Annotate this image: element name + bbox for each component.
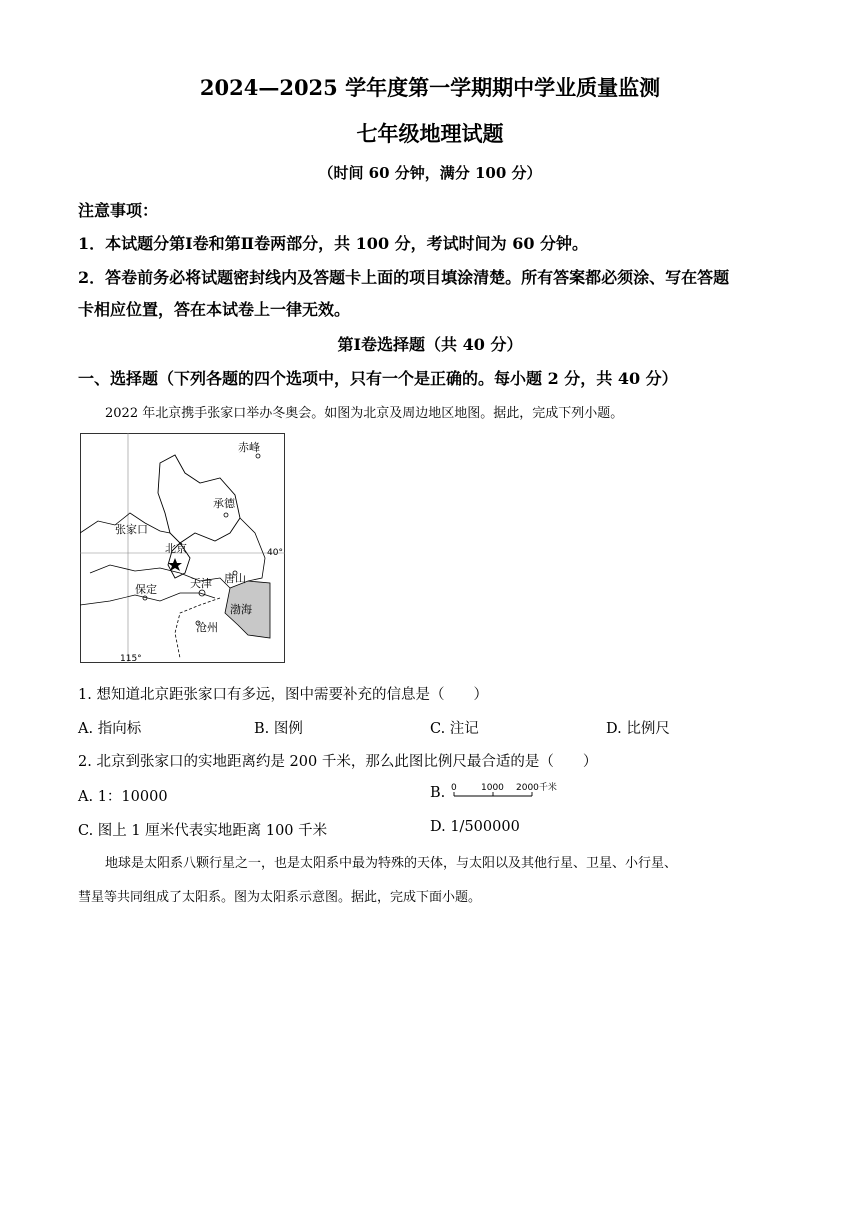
q2-stem: 2. 北京到张家口的实地距离约是 200 千米，那么此图比例尺最合适的是（ ）: [78, 754, 598, 770]
exam-title: 2024—2025 学年度第一学期期中学业质量监测: [199, 75, 661, 100]
label-chengde: 承德: [213, 497, 235, 510]
time-note: （时间 60 分钟，满分 100 分）: [318, 164, 542, 182]
label-zhangjiakou: 张家口: [115, 523, 148, 536]
q1-stem: 1. 想知道北京距张家口有多远，图中需要补充的信息是（ ）: [78, 687, 488, 703]
scale-mid: 1000: [481, 783, 504, 793]
q1-option-b[interactable]: B. 图例: [254, 721, 303, 737]
scale-zero: 0: [451, 783, 457, 793]
label-beijing: 北京: [165, 542, 187, 555]
intro-text: 2022 年北京携手张家口举办冬奥会。如图为北京及周边地区地图。据此，完成下列小题。: [105, 406, 624, 421]
label-cangzhou: 沧州: [196, 621, 218, 634]
notice-item-1: 1．本试题分第Ⅰ卷和第Ⅱ卷两部分，共 100 分，考试时间为 60 分钟。: [78, 234, 589, 253]
q2-option-d[interactable]: D. 1/500000: [430, 819, 520, 835]
q2-option-b-label[interactable]: B.: [430, 785, 446, 801]
q2-option-c[interactable]: C. 图上 1 厘米代表实地距离 100 千米: [78, 823, 328, 839]
q1-option-c[interactable]: C. 注记: [430, 721, 479, 737]
notice-item-2-line-1: 2．答卷前务必将试题密封线内及答题卡上面的项目填涂清楚。所有答案都必须涂、写在答题: [78, 268, 730, 287]
label-baoding: 保定: [135, 583, 157, 596]
part1-heading: 第Ⅰ卷选择题（共 40 分）: [337, 335, 523, 354]
q1-option-d[interactable]: D. 比例尺: [606, 721, 670, 737]
label-latitude: 40°: [267, 548, 283, 558]
label-bohai: 渤海: [230, 603, 252, 616]
label-tangshan: 唐山: [224, 572, 246, 585]
q2-option-a[interactable]: A. 1：10000: [78, 789, 168, 805]
passage-2-line-1: 地球是太阳系八颗行星之一，也是太阳系中最为特殊的天体，与太阳以及其他行星、卫星、小行星、: [105, 856, 678, 871]
beijing-region-map: [80, 433, 285, 665]
q2-option-b-scale-bar[interactable]: [448, 781, 566, 805]
label-longitude: 115°: [120, 654, 142, 664]
label-chifeng: 赤峰: [238, 441, 260, 454]
exam-subtitle: 七年级地理试题: [356, 121, 504, 146]
scale-end: 2000千米: [516, 783, 557, 793]
passage-2-line-2: 彗星等共同组成了太阳系。图为太阳系示意图。据此，完成下面小题。: [78, 890, 482, 905]
section-title: 一、选择题（下列各题的四个选项中，只有一个是正确的。每小题 2 分，共 40 分）: [78, 369, 678, 388]
q1-option-a[interactable]: A. 指向标: [78, 721, 142, 737]
notice-item-2-line-2: 卡相应位置，答在本试卷上一律无效。: [78, 300, 351, 319]
label-tianjin: 天津: [190, 577, 212, 590]
notice-heading: 注意事项：: [78, 201, 159, 220]
